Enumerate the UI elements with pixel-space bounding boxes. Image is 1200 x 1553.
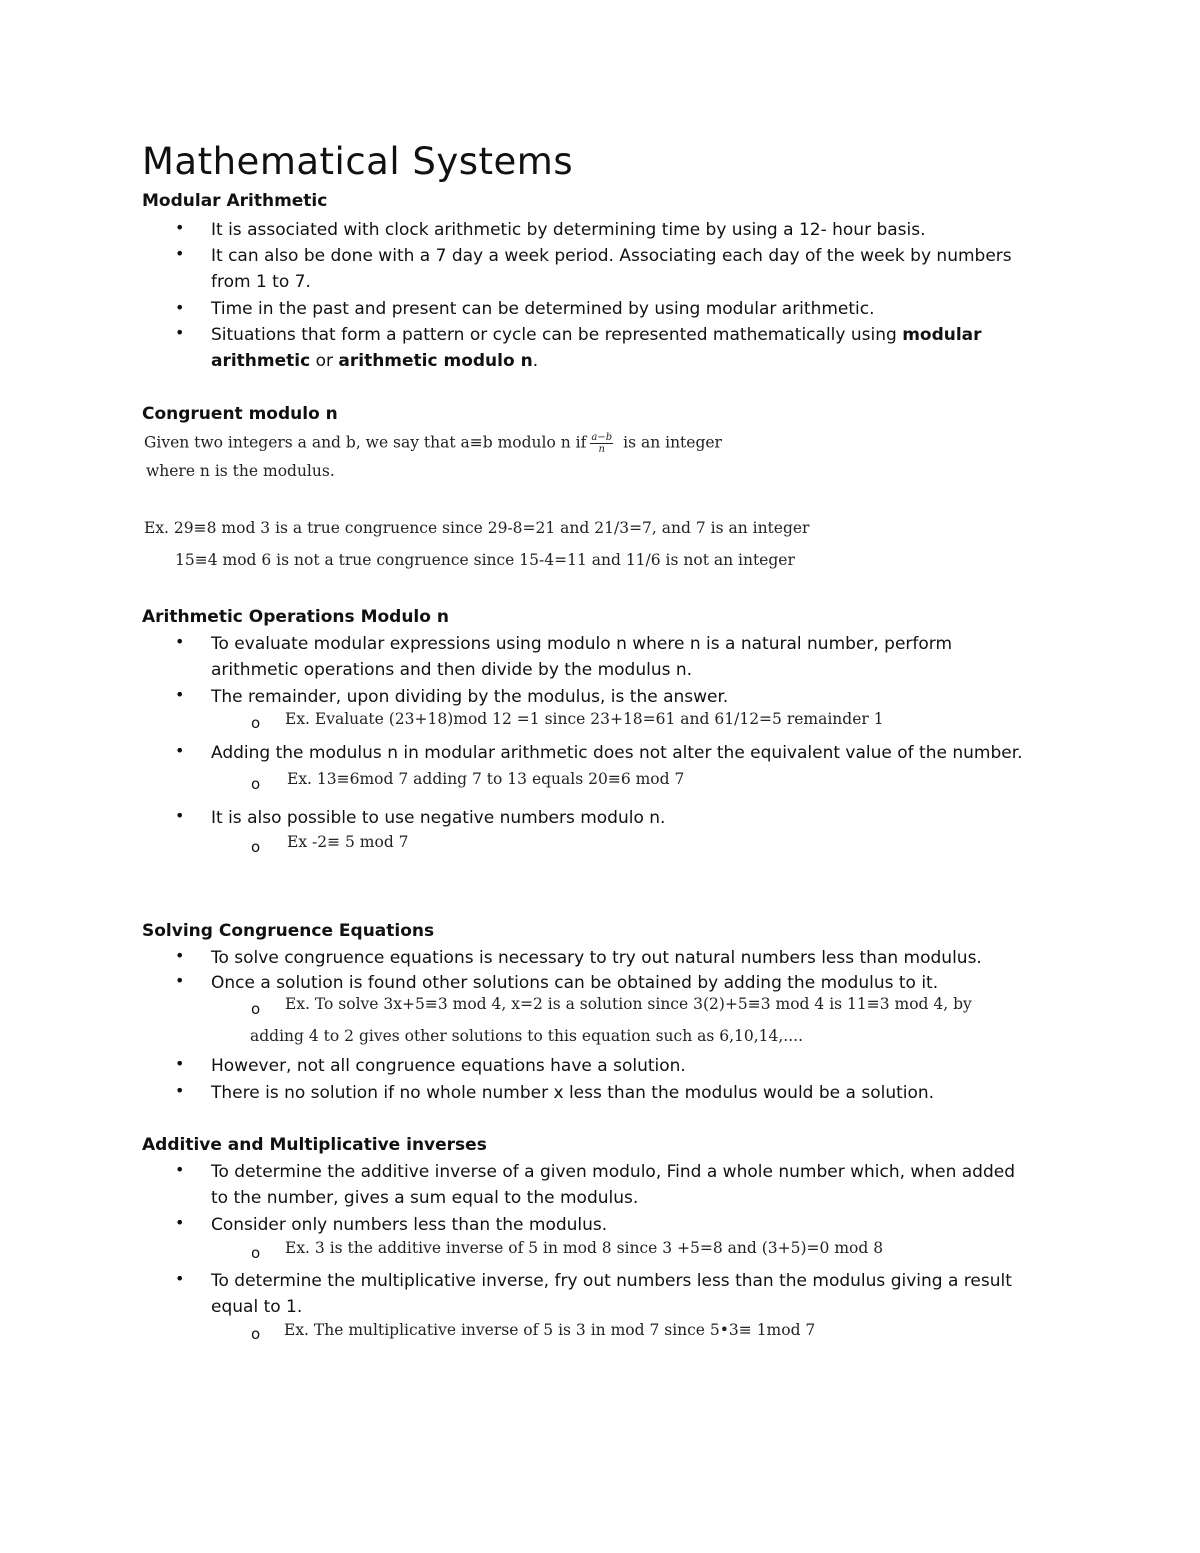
example-text: Ex. 13≡6mod 7 adding 7 to 13 equals 20≡6 mod 7 xyxy=(287,770,685,788)
example-text: Ex -2≡ 5 mod 7 xyxy=(287,833,409,851)
bullet-text: Once a solution is found other solutions can be obtained by adding the modulus to it. xyxy=(211,973,939,993)
bullet-marker: • xyxy=(175,741,185,760)
example-text: Ex. The multiplicative inverse of 5 is 3 in mod 7 since 5•3≡ 1mod 7 xyxy=(284,1321,816,1339)
bullet-text-continued: to the number, gives a sum equal to the modulus. xyxy=(211,1188,639,1208)
heading-inverses: Additive and Multiplicative inverses xyxy=(142,1135,487,1155)
bullet-text: To determine the multiplicative inverse, fry out numbers less than the modulus giving a result xyxy=(211,1271,1012,1291)
heading-modular-arithmetic: Modular Arithmetic xyxy=(142,191,328,211)
bullet-text-continued: from 1 to 7. xyxy=(211,272,311,292)
bullet-marker: • xyxy=(175,1269,185,1288)
bullet-marker: • xyxy=(175,1160,185,1179)
text-run: or xyxy=(310,351,339,371)
sub-bullet-marker: o xyxy=(251,1000,261,1018)
sub-bullet-marker: o xyxy=(251,775,261,793)
example-text: 15≡4 mod 6 is not a true congruence since 15-4=11 and 11/6 is not an integer xyxy=(175,551,795,569)
page-title: Mathematical Systems xyxy=(142,140,574,183)
sub-bullet-marker: o xyxy=(251,714,261,732)
bullet-marker: • xyxy=(175,806,185,825)
bullet-text-continued: equal to 1. xyxy=(211,1297,303,1317)
example-text: Ex. Evaluate (23+18)mod 12 =1 since 23+18=61 and 61/12=5 remainder 1 xyxy=(285,710,884,728)
text-run: Given two integers a and b, we say that a≡b modulo n if xyxy=(144,433,587,452)
bullet-marker: • xyxy=(175,632,185,651)
heading-arithmetic-operations: Arithmetic Operations Modulo n xyxy=(142,607,449,627)
fraction-numerator: a−b xyxy=(591,432,613,443)
text-run: . xyxy=(532,351,539,371)
bullet-text: To determine the additive inverse of a given modulo, Find a whole number which, when added xyxy=(211,1162,1015,1182)
bullet-marker: • xyxy=(175,323,185,342)
bold-term: modular xyxy=(902,325,982,345)
bullet-text: However, not all congruence equations have a solution. xyxy=(211,1056,686,1076)
bullet-marker: • xyxy=(175,946,185,965)
bullet-text: To evaluate modular expressions using modulo n where n is a natural number, perform xyxy=(211,634,953,654)
bullet-text: Adding the modulus n in modular arithmetic does not alter the equivalent value of the number. xyxy=(211,743,1023,763)
bullet-marker: • xyxy=(175,685,185,704)
bullet-text: Time in the past and present can be determined by using modular arithmetic. xyxy=(211,299,875,319)
example-text: Ex. 29≡8 mod 3 is a true congruence since 29-8=21 and 21/3=7, and 7 is an integer xyxy=(144,519,810,537)
example-text: Ex. To solve 3x+5≡3 mod 4, x=2 is a solution since 3(2)+5≡3 mod 4 is 11≡3 mod 4, by xyxy=(285,995,972,1013)
bullet-text xyxy=(211,325,982,345)
text-run: is an integer xyxy=(623,433,722,452)
definition-text xyxy=(144,432,722,455)
text-run: Situations that form a pattern or cycle can be represented mathematically using xyxy=(211,325,903,345)
bullet-marker: • xyxy=(175,1054,185,1073)
bullet-marker: • xyxy=(175,298,185,317)
bullet-text: It is associated with clock arithmetic by determining time by using a 12- hour basis. xyxy=(211,220,926,240)
heading-solving-congruence: Solving Congruence Equations xyxy=(142,921,435,941)
definition-text-continued: where n is the modulus. xyxy=(146,462,335,480)
bullet-text: To solve congruence equations is necessary to try out natural numbers less than modulus. xyxy=(211,948,982,968)
sub-bullet-marker: o xyxy=(251,1244,261,1262)
bullet-marker: • xyxy=(175,971,185,990)
bullet-text: Consider only numbers less than the modulus. xyxy=(211,1215,608,1235)
bullet-marker: • xyxy=(175,244,185,263)
example-text: Ex. 3 is the additive inverse of 5 in mod 8 since 3 +5=8 and (3+5)=0 mod 8 xyxy=(285,1239,884,1257)
sub-bullet-marker: o xyxy=(251,1325,261,1343)
fraction-denominator: n xyxy=(598,444,605,455)
bold-term: arithmetic xyxy=(211,351,311,371)
bullet-marker: • xyxy=(175,1081,185,1100)
bullet-text: The remainder, upon dividing by the modulus, is the answer. xyxy=(211,687,729,707)
fraction xyxy=(590,432,613,455)
bullet-marker: • xyxy=(175,218,185,237)
bold-term: arithmetic modulo n xyxy=(338,351,533,371)
heading-congruent-modulo: Congruent modulo n xyxy=(142,404,338,424)
bullet-text: It can also be done with a 7 day a week period. Associating each day of the week by numbers xyxy=(211,246,1012,266)
sub-bullet-marker: o xyxy=(251,838,261,856)
example-text-continued: adding 4 to 2 gives other solutions to this equation such as 6,10,14,.... xyxy=(250,1027,804,1045)
bullet-text-continued xyxy=(211,351,538,371)
bullet-text-continued: arithmetic operations and then divide by the modulus n. xyxy=(211,660,693,680)
bullet-text: There is no solution if no whole number x less than the modulus would be a solution. xyxy=(211,1083,935,1103)
bullet-marker: • xyxy=(175,1213,185,1232)
bullet-text: It is also possible to use negative numbers modulo n. xyxy=(211,808,666,828)
